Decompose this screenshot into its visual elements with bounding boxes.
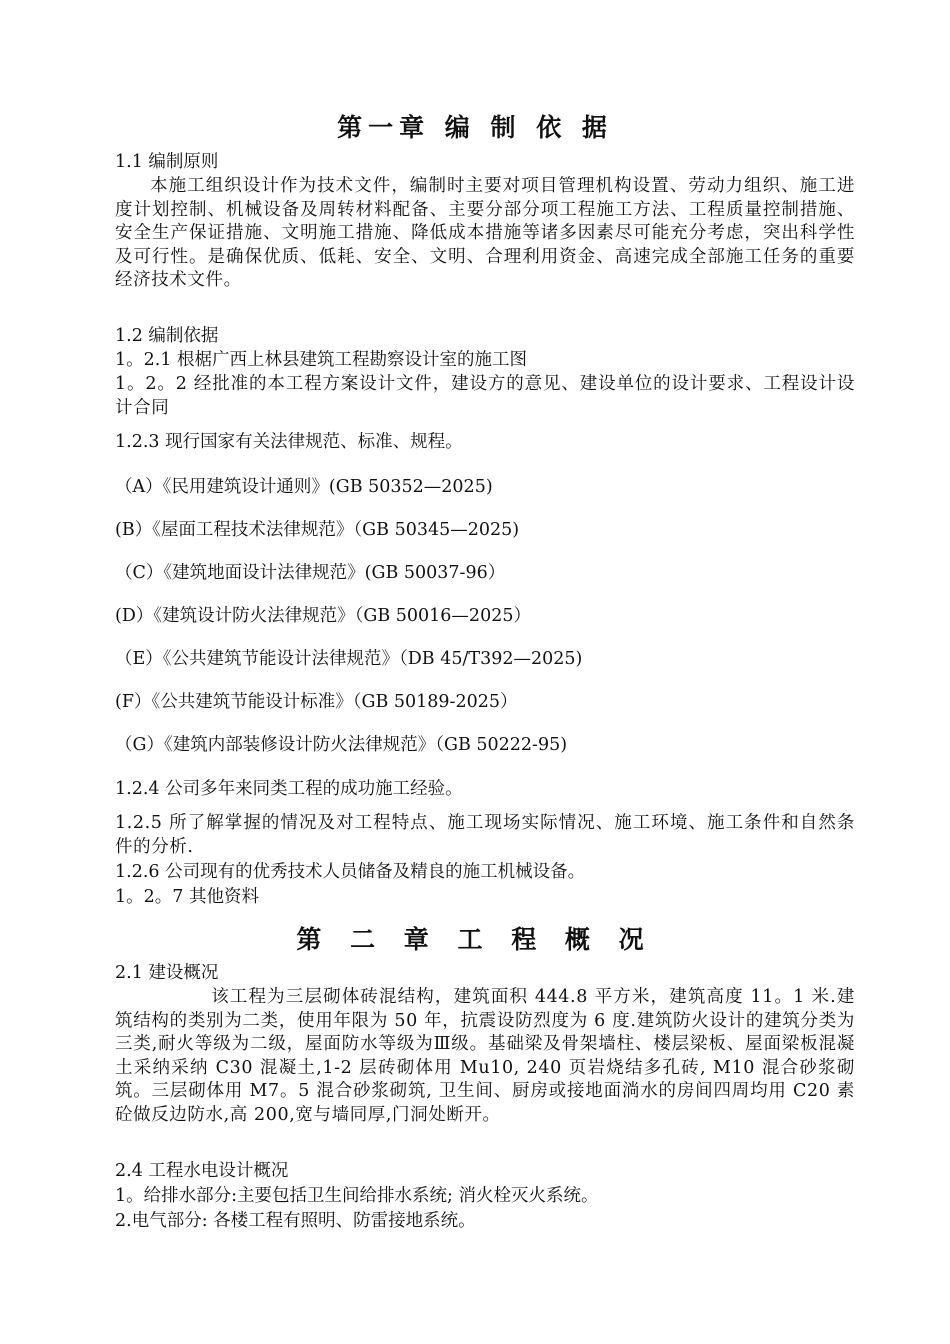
standard-item-e: （E）《公共建筑节能设计法律规范》（DB 45/T392—2025) — [115, 649, 583, 669]
section-1-2-3: 1.2.3 现行国家有关法律规范、标准、规程。 — [115, 432, 463, 452]
section-2-1-paragraph: 该工程为三层砌体砖混结构，建筑面积 444.8 平方米，建筑高度 11。1 米.建筑结构的类别为二类，使用年限为 50 年，抗震设防烈度为 6 度.建筑防火设计的建筑分类为三类,耐火等级为二级，屋面防水等级为Ⅲ级。基础梁及骨架墙柱、楼层梁板、屋面梁板混凝土采纳采纳 C30 混凝土,1-2 层砖砌体用 Mu10, 240 页岩烧结多孔砖, M10 混合砂浆砌筑。三层砌体用 M7。5 混合砂浆砌筑, 卫生间、厨房或接地面淌水的房间四周均用 C20 素砼做反边防水,高 200,宽与墙同厚,门洞处断开。 — [115, 987, 855, 1125]
section-2-4-item-2: 2.电气部分: 各楼工程有照明、防雷接地系统。 — [115, 1211, 476, 1231]
standard-item-g: （G）《建筑内部装修设计防火法律规范》（GB 50222-95) — [115, 735, 568, 755]
chapter-2-title: 第 二 章 工 程 概 况 — [296, 925, 654, 954]
section-2-4-item-1: 1。给排水部分:主要包括卫生间给排水系统; 消火栓灭火系统。 — [115, 1186, 599, 1206]
section-2-1-heading: 2.1 建设概况 — [115, 963, 219, 983]
section-1-2-2: 1。2。2 经批准的本工程方案设计文件，建设方的意见、建设单位的设计要求、工程设计设计合同 — [115, 374, 855, 418]
standard-item-a: （A）《民用建筑设计通则》(GB 50352—2025) — [115, 477, 493, 497]
section-1-2-4: 1.2.4 公司多年来同类工程的成功施工经验。 — [115, 779, 463, 799]
standard-item-b: (B）《屋面工程技术法律规范》（GB 50345—2025) — [115, 520, 520, 540]
standard-item-c: （C）《建筑地面设计法律规范》(GB 50037-96） — [115, 563, 506, 583]
standard-item-d: (D）《建筑设计防火法律规范》（GB 50016—2025） — [115, 606, 531, 626]
section-1-2-1: 1。2.1 根椐广西上林县建筑工程勘察设计室的施工图 — [115, 350, 528, 370]
section-1-1-paragraph: 本施工组织设计作为技术文件，编制时主要对项目管理机构设置、劳动力组织、施工进度计划控制、机械设备及周转材料配备、主要分部分项工程施工方法、工程质量控制措施、安全生产保证措施、文明施工措施、降低成本措施等诸多因素尽可能充分考虑，突出科学性及可行性。是确保优质、低耗、安全、文明、合理利用资金、高速完成全部施工任务的重要经济技术文件。 — [115, 176, 855, 291]
section-1-2-5: 1.2.5 所了解掌握的情况及对工程特点、施工现场实际情况、施工环境、施工条件和自然条件的分析. — [115, 813, 855, 857]
chapter-1-title: 第一章 编 制 依 据 — [337, 113, 613, 142]
section-2-4-heading: 2.4 工程水电设计概况 — [115, 1161, 289, 1181]
section-1-2-6: 1.2.6 公司现有的优秀技术人员储备及精良的施工机械设备。 — [115, 862, 586, 882]
standard-item-f: (F）《公共建筑节能设计标准》（GB 50189-2025） — [115, 692, 518, 712]
section-1-2-heading: 1.2 编制依据 — [115, 326, 219, 346]
section-1-1-heading: 1.1 编制原则 — [115, 152, 219, 172]
section-1-2-7: 1。2。7 其他资料 — [115, 887, 259, 907]
